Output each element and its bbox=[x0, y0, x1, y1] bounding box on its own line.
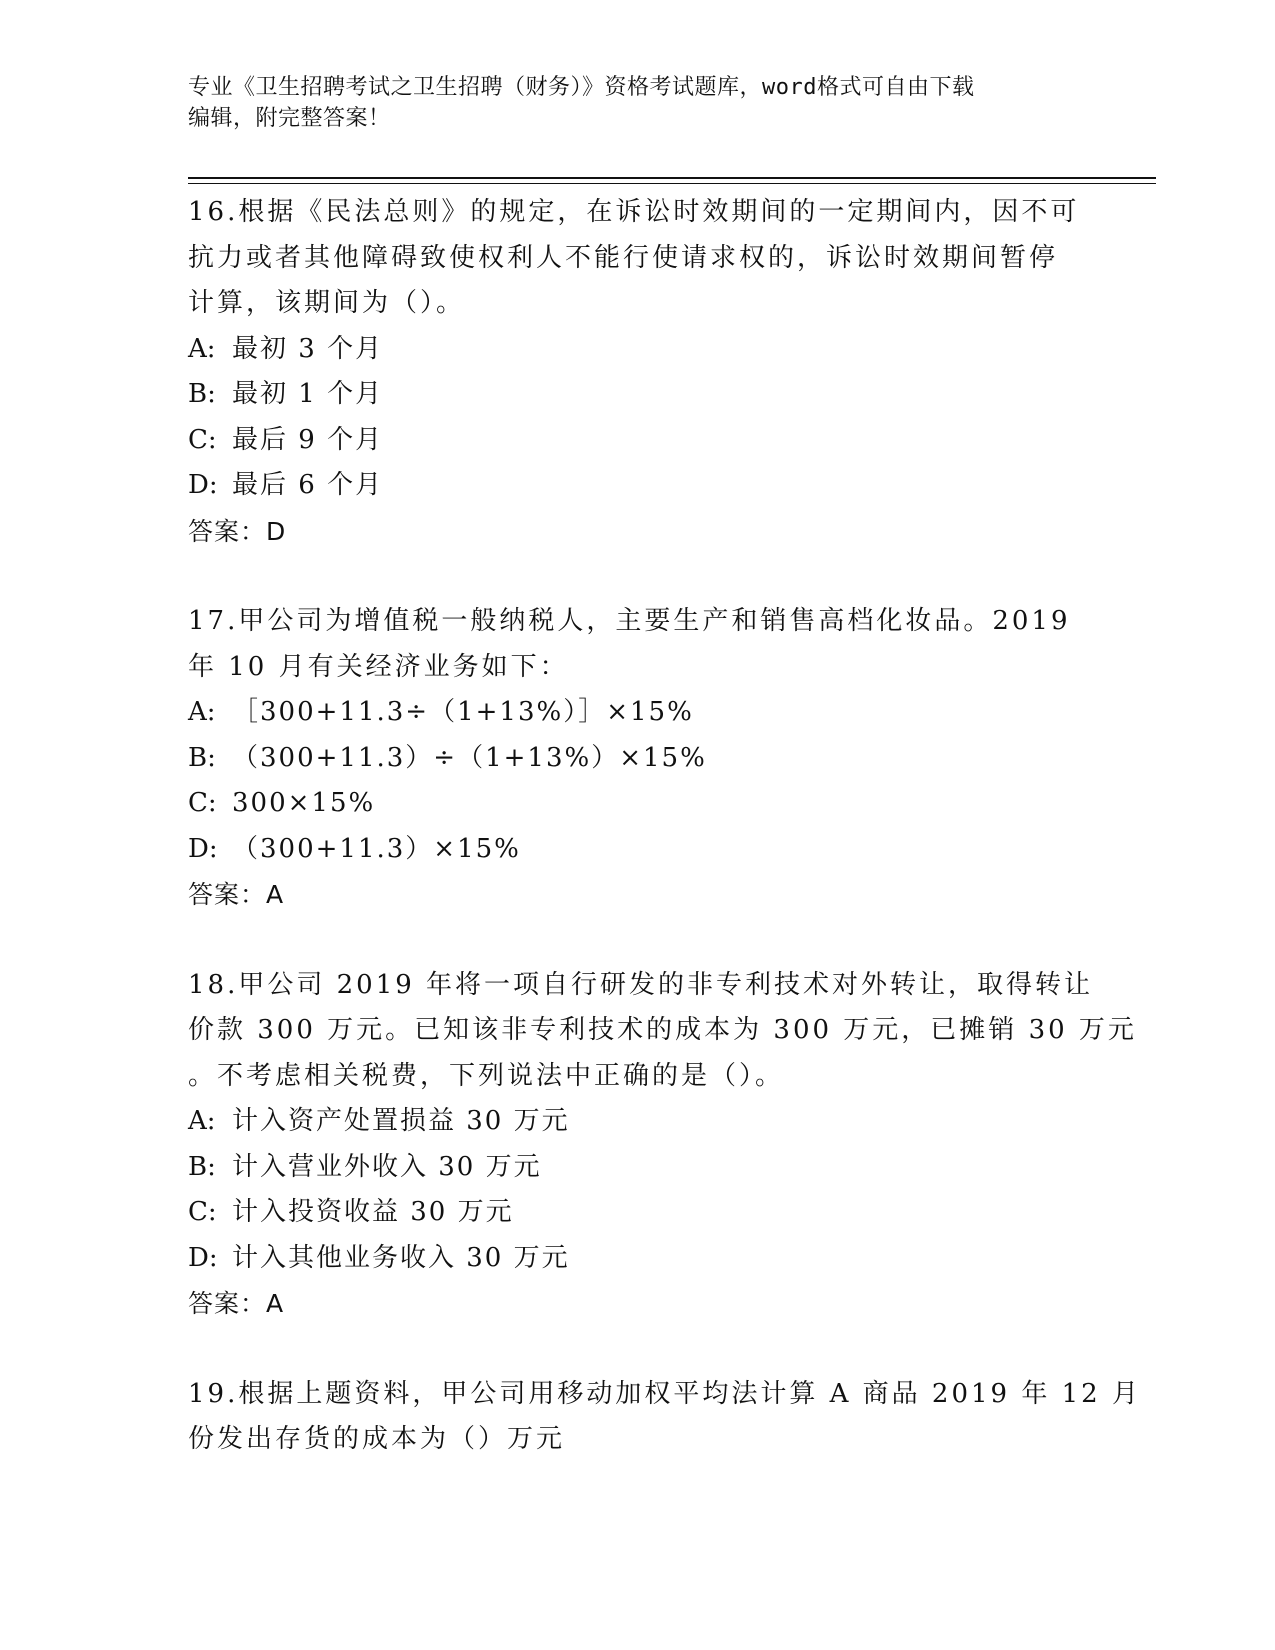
header-divider-thin bbox=[188, 183, 1156, 184]
option-key: B: bbox=[188, 379, 216, 409]
option-text: 计入资产处置损益 30 万元 bbox=[232, 1106, 570, 1136]
option-b bbox=[188, 736, 1088, 782]
option-d bbox=[188, 827, 1088, 873]
question-stem-line: 。不考虑相关税费，下列说法中正确的是（）。 bbox=[188, 1060, 785, 1091]
option-a bbox=[188, 1099, 1088, 1145]
option-key: A: bbox=[188, 333, 216, 364]
option-text: 计入营业外收入 30 万元 bbox=[232, 1151, 542, 1182]
question-16 bbox=[188, 190, 1088, 554]
option-key: B: bbox=[188, 1151, 216, 1182]
option-d bbox=[188, 1236, 1088, 1282]
question-19 bbox=[188, 1372, 1141, 1463]
option-text: 最后 9 个月 bbox=[232, 424, 384, 455]
question-stem-line: 17.甲公司为增值税一般纳税人，主要生产和销售高档化妆品。2019 bbox=[188, 606, 1071, 636]
answer-line: 答案：A bbox=[188, 880, 285, 909]
question-stem-line: 18.甲公司 2019 年将一项自行研发的非专利技术对外转让，取得转让 bbox=[188, 969, 1094, 1000]
option-key: C: bbox=[188, 1197, 217, 1227]
question-stem-line: 19.根据上题资料，甲公司用移动加权平均法计算 A 商品 2019 年 12 月 bbox=[188, 1378, 1141, 1409]
option-key: B: bbox=[188, 742, 216, 773]
option-c bbox=[188, 1190, 1088, 1236]
option-text: （300+11.3）÷（1+13%）×15% bbox=[232, 742, 707, 773]
header-line-2: 编辑，附完整答案！ bbox=[188, 106, 391, 131]
question-spacer bbox=[188, 918, 1088, 963]
option-key: A: bbox=[188, 1106, 216, 1136]
option-key: D: bbox=[188, 833, 218, 864]
option-text: （300+11.3）×15% bbox=[232, 833, 521, 864]
option-text: 最初 1 个月 bbox=[232, 379, 384, 409]
answer-line: 答案：D bbox=[188, 516, 287, 546]
option-key: C: bbox=[188, 788, 217, 818]
option-key: A: bbox=[188, 697, 216, 727]
option-c bbox=[188, 418, 1088, 464]
option-text: 最初 3 个月 bbox=[232, 333, 384, 364]
question-stem-line: 抗力或者其他障碍致使权利人不能行使请求权的，诉讼时效期间暂停 bbox=[188, 242, 1059, 273]
question-17 bbox=[188, 599, 1088, 918]
question-18 bbox=[188, 963, 1137, 1327]
header-divider-thick bbox=[188, 177, 1156, 179]
option-key: D: bbox=[188, 470, 218, 500]
question-spacer bbox=[188, 1327, 1088, 1372]
option-text: 计入投资收益 30 万元 bbox=[232, 1197, 514, 1227]
option-text: ［300+11.3÷（1+13%）］×15% bbox=[232, 697, 694, 727]
question-stem-line: 16.根据《民法总则》的规定，在诉讼时效期间的一定期间内，因不可 bbox=[188, 197, 1080, 227]
question-list bbox=[188, 190, 1141, 1463]
question-stem-line: 价款 300 万元。已知该非专利技术的成本为 300 万元，已摊销 30 万元 bbox=[188, 1015, 1137, 1045]
option-text: 最后 6 个月 bbox=[232, 470, 384, 500]
option-text: 300×15% bbox=[232, 788, 376, 818]
answer-line: 答案：A bbox=[188, 1289, 285, 1318]
option-b bbox=[188, 372, 1088, 418]
option-d bbox=[188, 463, 1088, 509]
option-a bbox=[188, 327, 1088, 373]
option-key: C: bbox=[188, 424, 217, 455]
question-spacer bbox=[188, 554, 1088, 599]
option-key: D: bbox=[188, 1242, 218, 1273]
option-c bbox=[188, 781, 1088, 827]
option-text: 计入其他业务收入 30 万元 bbox=[232, 1242, 570, 1273]
question-stem-line: 计算，该期间为（）。 bbox=[188, 288, 466, 318]
header-line-1: 专业《卫生招聘考试之卫生招聘（财务）》资格考试题库，word格式可自由下载 bbox=[188, 75, 975, 100]
option-a bbox=[188, 690, 1088, 736]
option-b bbox=[188, 1145, 1088, 1191]
question-stem-line: 年 10 月有关经济业务如下： bbox=[188, 651, 569, 682]
document-header bbox=[188, 72, 1088, 134]
question-stem-line: 份发出存货的成本为（）万元 bbox=[188, 1424, 566, 1454]
